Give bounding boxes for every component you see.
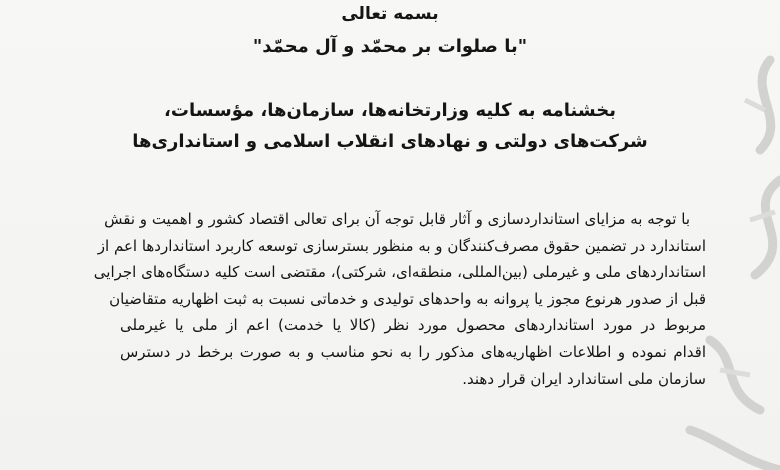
body-line-5: مربوط در مورد استانداردهای محصول مورد نظر (کالا یا خدمت) اعم از ملی یا غیرملی: [120, 316, 706, 335]
salawat-heading: "با صلوات بر محمّد و آل محمّد": [252, 36, 528, 57]
body-line-2: استاندارد در تضمین حقوق مصرف‌کنندگان و به منظور بسترسازی توسعه کاربرد استانداردها اعم از: [97, 236, 706, 255]
body-line-3: استانداردهای ملی و غیرملی (بین‌المللی، منطقه‌ای، شرکتی)، مقتضی است کلیه دستگاه‌های اجرایی: [93, 263, 706, 282]
bismillah-heading: بسمه تعالی: [341, 4, 439, 24]
circular-body: [93, 206, 706, 392]
body-line-1: با توجه به مزایای استانداردسازی و آثار قابل توجه آن برای تعالی اقتصاد کشور و اهمیت و نقش: [104, 210, 690, 228]
body-line-7: سازمان ملی استاندارد ایران قرار دهند.: [462, 369, 706, 388]
addressee-line-1: بخشنامه به کلیه وزارتخانه‌ها، سازمان‌ها، مؤسسات،: [164, 100, 616, 121]
addressee-line-2: شرکت‌های دولتی و نهادهای انقلاب اسلامی و استانداری‌ها: [132, 131, 648, 152]
body-line-4: قبل از صدور هرنوع مجوز یا پروانه به واحدهای تولیدی و خدماتی نسبت به ثبت اظهاریه متقاضیان: [109, 289, 706, 308]
body-line-6: اقدام نموده و اطلاعات اظهاریه‌های مذکور را به نحو مناسب و به صورت برخط در دسترس: [120, 342, 706, 361]
